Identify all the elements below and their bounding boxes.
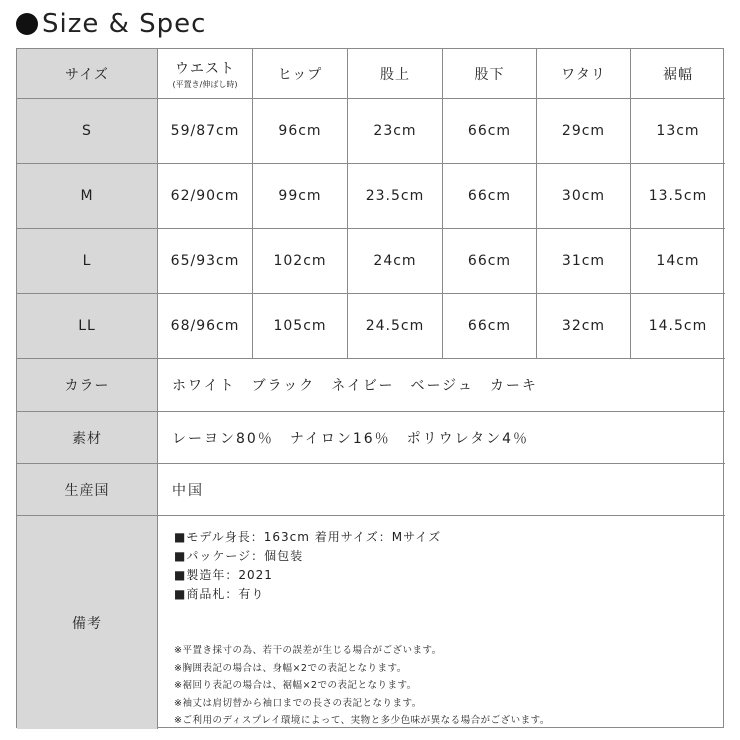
table-cell: 23.5cm bbox=[348, 164, 443, 229]
origin-label: 生産国 bbox=[17, 464, 158, 516]
table-cell: 66cm bbox=[443, 229, 537, 294]
material-value: レーヨン80％ ナイロン16％ ポリウレタン4％ bbox=[158, 412, 725, 464]
color-label: カラー bbox=[17, 359, 158, 412]
table-cell: 65/93cm bbox=[158, 229, 253, 294]
table-cell: 66cm bbox=[443, 294, 537, 359]
table-cell: 24.5cm bbox=[348, 294, 443, 359]
table-cell: 68/96cm bbox=[158, 294, 253, 359]
size-label: M bbox=[17, 164, 158, 229]
color-value: ホワイト ブラック ネイビー ベージュ カーキ bbox=[158, 359, 725, 412]
section-title-text: Size & Spec bbox=[42, 9, 207, 39]
table-cell: 13cm bbox=[631, 99, 725, 164]
footnote: ※ご利用のディスプレイ環境によって、実物と多少色味が異なる場合がございます。 bbox=[174, 715, 550, 726]
table-cell: 105cm bbox=[253, 294, 348, 359]
bullet-dot-icon bbox=[16, 13, 38, 35]
footnote: ※胸囲表記の場合は、身幅×2での表記となります。 bbox=[174, 662, 407, 674]
header-inseam: 股下 bbox=[443, 49, 537, 99]
footnote: ※裾回り表記の場合は、裾幅×2での表記となります。 bbox=[174, 680, 417, 691]
header-size: サイズ bbox=[17, 49, 158, 99]
header-hip: ヒップ bbox=[253, 49, 348, 99]
origin-value: 中国 bbox=[158, 464, 725, 516]
material-label: 素材 bbox=[17, 412, 158, 464]
header-hem-width: 裾幅 bbox=[631, 49, 725, 99]
table-cell: 13.5cm bbox=[631, 164, 725, 229]
table-cell: 66cm bbox=[443, 164, 537, 229]
table-cell: 24cm bbox=[348, 229, 443, 294]
table-cell: 14cm bbox=[631, 229, 725, 294]
table-cell: 29cm bbox=[537, 99, 631, 164]
remark-item: ■商品札：有り bbox=[174, 587, 265, 601]
footnotes bbox=[174, 642, 550, 730]
size-label: LL bbox=[17, 294, 158, 359]
table-cell: 62/90cm bbox=[158, 164, 253, 229]
table-cell: 32cm bbox=[537, 294, 631, 359]
header-waist-label: ウエスト bbox=[175, 60, 235, 77]
header-waist bbox=[158, 49, 253, 99]
footnote: ※平置き採寸の為、若干の誤差が生じる場合がございます。 bbox=[174, 645, 442, 656]
size-label: S bbox=[17, 99, 158, 164]
table-cell: 31cm bbox=[537, 229, 631, 294]
table-cell: 59/87cm bbox=[158, 99, 253, 164]
table-cell: 66cm bbox=[443, 99, 537, 164]
table-cell: 30cm bbox=[537, 164, 631, 229]
table-cell: 96cm bbox=[253, 99, 348, 164]
table-cell: 102cm bbox=[253, 229, 348, 294]
section-title bbox=[16, 6, 206, 42]
header-rise: 股上 bbox=[348, 49, 443, 99]
remark-item: ■モデル身長：163cm 着用サイズ：Mサイズ bbox=[174, 530, 442, 544]
remarks-label: 備考 bbox=[17, 516, 158, 729]
header-waist-note: (平置き/伸ばし時) bbox=[172, 79, 238, 89]
table-cell: 23cm bbox=[348, 99, 443, 164]
remark-item: ■製造年：2021 bbox=[174, 568, 273, 582]
size-label: L bbox=[17, 229, 158, 294]
footnote: ※袖丈は肩切替から袖口までの長さの表記となります。 bbox=[174, 697, 422, 709]
table-cell: 14.5cm bbox=[631, 294, 725, 359]
spec-table bbox=[16, 48, 724, 728]
header-thigh: ワタリ bbox=[537, 49, 631, 99]
remark-item: ■パッケージ：個包装 bbox=[174, 549, 304, 563]
table-cell: 99cm bbox=[253, 164, 348, 229]
remarks-content bbox=[158, 516, 725, 729]
